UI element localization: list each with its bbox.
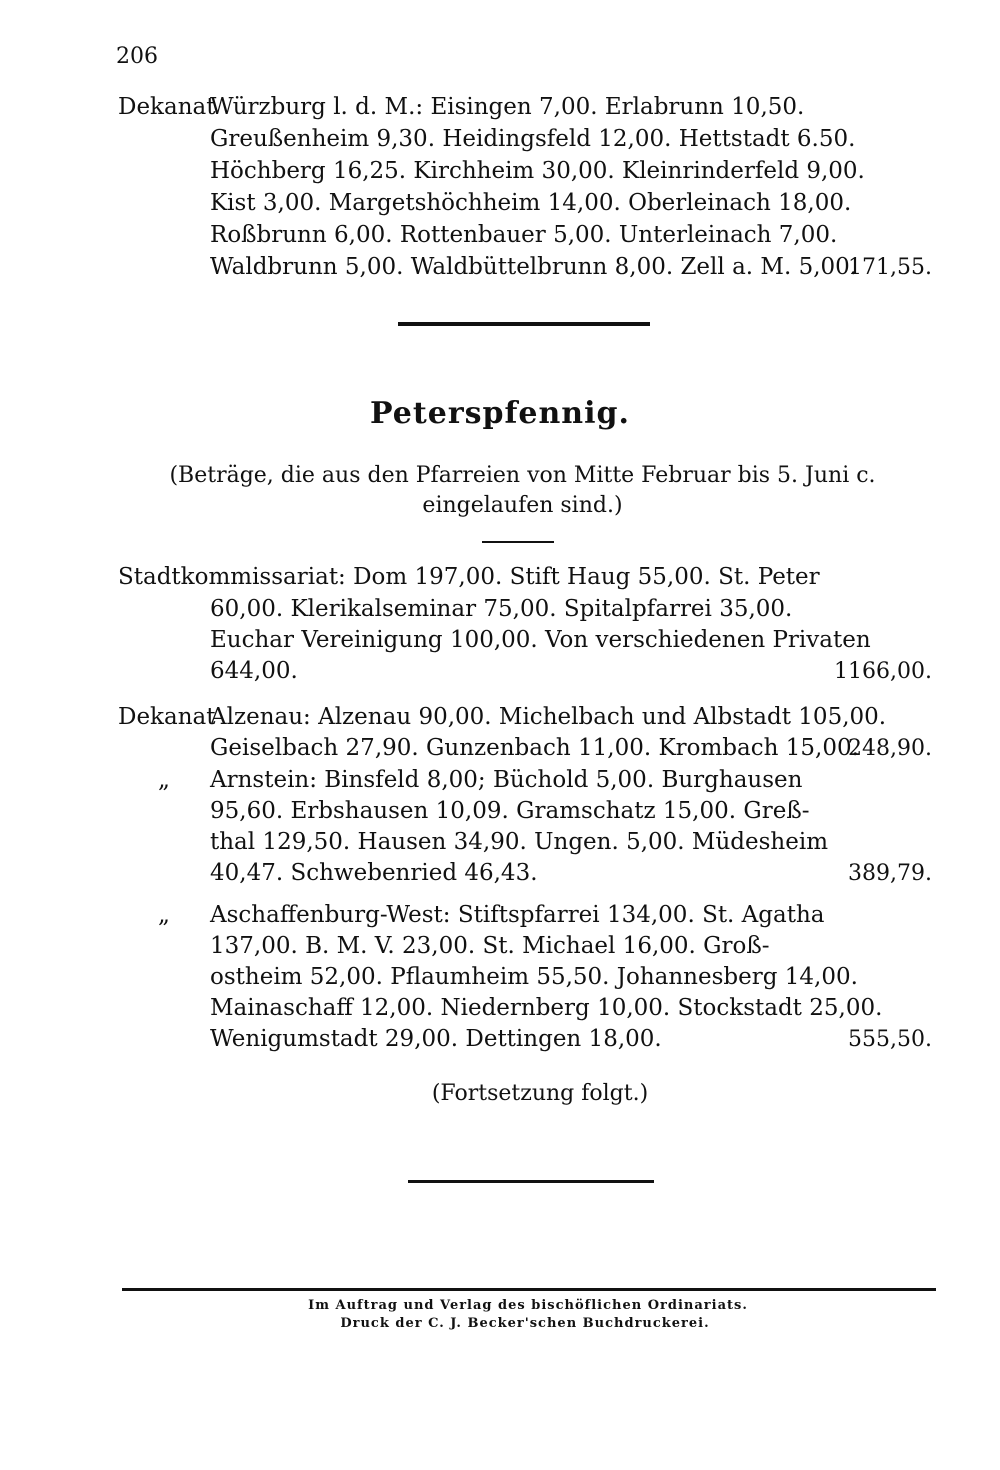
bottom-separator-rule (408, 1180, 654, 1183)
wuerzburg-line-2: Greußenheim 9,30. Heidingsfeld 12,00. Hettstadt 6.50. (210, 126, 856, 152)
arnstein-line-2: 95,60. Erbshausen 10,09. Gramschatz 15,00. Greß- (210, 798, 810, 824)
separator-rule (398, 322, 650, 326)
arnstein-line-3: thal 129,50. Hausen 34,90. Ungen. 5,00. Müdesheim (210, 829, 829, 855)
aschaffenburg-line-2: 137,00. B. M. V. 23,00. St. Michael 16,00. Groß- (210, 933, 770, 959)
alzenau-total: 248,90. (848, 736, 932, 761)
wuerzburg-line-4: Kist 3,00. Margetshöchheim 14,00. Oberleinach 18,00. (210, 190, 852, 216)
wuerzburg-total: 171,55. (848, 255, 932, 280)
subtitle-line-2: eingelaufen sind.) (422, 493, 623, 518)
alzenau-line-2: Geiselbach 27,90. Gunzenbach 11,00. Krombach 15,00. (210, 735, 859, 761)
arnstein-total: 389,79. (848, 861, 932, 886)
page-number: 206 (116, 44, 158, 69)
stadt-line-3: Euchar Vereinigung 100,00. Von verschiedenen Privaten (210, 627, 871, 653)
arnstein-line-1: Arnstein: Binsfeld 8,00; Büchold 5,00. Burghausen (210, 767, 803, 793)
arnstein-ditto-mark: „ (158, 767, 170, 793)
aschaffenburg-ditto-mark: „ (158, 902, 170, 928)
wuerzburg-line-1: Würzburg l. d. M.: Eisingen 7,00. Erlabrunn 10,50. (210, 94, 805, 120)
wuerzburg-line-5: Roßbrunn 6,00. Rottenbauer 5,00. Unterleinach 7,00. (210, 222, 838, 248)
aschaffenburg-line-1: Aschaffenburg-West: Stiftspfarrei 134,00. St. Agatha (210, 902, 825, 928)
footer-imprint-line-1: Im Auftrag und Verlag des bischöflichen Ordinariats. (308, 1298, 748, 1313)
aschaffenburg-total: 555,50. (848, 1027, 932, 1052)
footer-imprint-line-2: Druck der C. J. Becker'schen Buchdruckerei. (340, 1316, 710, 1331)
footer-rule (122, 1288, 936, 1291)
stadt-line-4: 644,00. (210, 658, 298, 684)
dekanat-label: Dekanat (118, 94, 216, 120)
alzenau-line-1: Alzenau: Alzenau 90,00. Michelbach und Albstadt 105,00. (210, 704, 887, 730)
short-dash (482, 541, 554, 543)
continuation-note: (Fortsetzung folgt.) (431, 1081, 649, 1106)
stadt-line-2: 60,00. Klerikalseminar 75,00. Spitalpfarrei 35,00. (210, 596, 793, 622)
alzenau-label: Dekanat (118, 704, 216, 730)
arnstein-line-4: 40,47. Schwebenried 46,43. (210, 860, 538, 886)
stadt-total: 1166,00. (834, 659, 932, 684)
wuerzburg-line-3: Höchberg 16,25. Kirchheim 30,00. Kleinrinderfeld 9,00. (210, 158, 865, 184)
wuerzburg-line-6: Waldbrunn 5,00. Waldbüttelbrunn 8,00. Zell a. M. 5,00. (210, 254, 858, 280)
aschaffenburg-line-5: Wenigumstadt 29,00. Dettingen 18,00. (210, 1026, 662, 1052)
aschaffenburg-line-4: Mainaschaff 12,00. Niedernberg 10,00. Stockstadt 25,00. (210, 995, 883, 1021)
aschaffenburg-line-3: ostheim 52,00. Pflaumheim 55,50. Johannesberg 14,00. (210, 964, 858, 990)
section-heading: Peterspfennig. (370, 396, 630, 431)
stadt-line-1: Stadtkommissariat: Dom 197,00. Stift Haug 55,00. St. Peter (118, 564, 820, 590)
subtitle-line-1: (Beträge, die aus den Pfarreien von Mitte Februar bis 5. Juni c. (169, 463, 876, 488)
